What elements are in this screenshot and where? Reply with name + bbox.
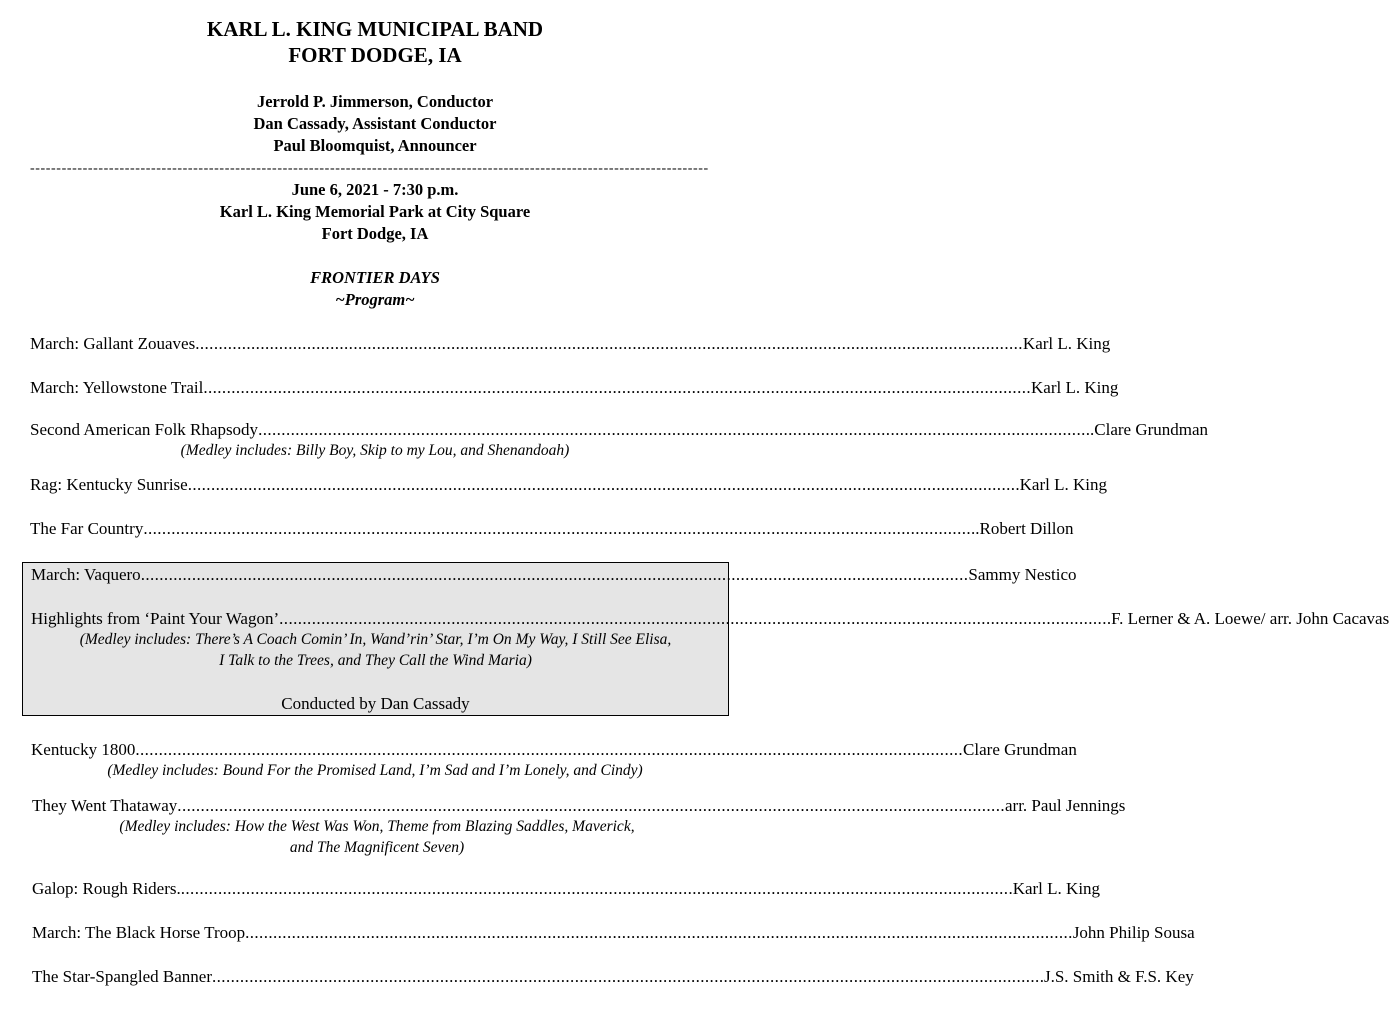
dot-leader: .................................................................................................................................................................................. [143,519,972,538]
piece-title: Rag: Kentucky Sunrise [30,475,188,494]
piece-title: The Far Country [30,519,144,538]
program-item [30,377,1119,399]
piece-composer: Clare Grundman [963,740,1077,759]
event-date: June 6, 2021 - 7:30 p.m. [291,180,459,199]
program-theme: FRONTIER DAYS [310,268,440,287]
medley-note: I Talk to the Trees, and They Call the Wind Maria) [219,652,532,669]
conductor-line: Jerrold P. Jimmerson, Conductor [256,92,494,111]
guest-conductor-credit: Conducted by Dan Cassady [281,694,470,713]
dot-leader: .................................................................................................................................................................................. [140,565,969,584]
piece-title: March: The Black Horse Troop [32,923,246,942]
piece-title: Highlights from ‘Paint Your Wagon’ [31,609,280,628]
piece-composer: .F. Lerner & A. Loewe/ arr. John Cacavas [1106,609,1389,628]
piece-composer: .J.S. Smith & F.S. Key [1039,967,1194,986]
piece-title: March: Gallant Zouaves [30,334,196,353]
piece-composer: Karl L. King [1022,334,1111,353]
piece-composer: arr. Paul Jennings [1005,796,1126,815]
event-venue: Karl L. King Memorial Park at City Square [219,202,531,221]
band-name: KARL L. KING MUNICIPAL BAND [206,17,544,41]
dot-leader: .................................................................................................................................................................................. [195,334,1023,353]
dot-leader: .................................................................................................................................................................................. [187,475,1016,494]
medley-note: and The Magnificent Seven) [289,839,465,856]
program-heading: ~Program~ [335,290,415,309]
medley-note: (Medley includes: Billy Boy, Skip to my Lou, and Shenandoah) [180,442,570,459]
medley-note: (Medley includes: How the West Was Won, Theme from Blazing Saddles, Maverick, [119,818,635,835]
program-item [32,795,1126,817]
dot-leader: .................................................................................................................................................................................. [212,967,1040,986]
program-item [30,474,1107,496]
dot-leader: .................................................................................................................................................................................. [258,420,1086,439]
piece-title: The Star-Spangled Banner [32,967,212,986]
medley-note: (Medley includes: Bound For the Promised Land, I’m Sad and I’m Lonely, and Cindy) [107,762,643,779]
dot-leader: .................................................................................................................................................................................. [203,378,1032,397]
piece-title: Galop: Rough Riders. [32,879,181,898]
piece-title: March: Vaquero [31,565,141,584]
piece-composer: .Karl L. King [1008,879,1101,898]
dot-leader: .................................................................................................................................................................................. [135,740,964,759]
piece-composer: ..Clare Grundman [1085,420,1209,439]
dot-leader: .................................................................................................................................................................................. [177,796,1005,815]
program-item [30,333,1111,355]
program-item [30,518,1074,540]
event-city: Fort Dodge, IA [321,224,429,243]
piece-title: Kentucky 1800 [31,740,136,759]
piece-composer: John Philip Sousa [1072,923,1195,942]
program-item [30,419,1209,441]
band-city: FORT DODGE, IA [288,43,462,67]
piece-composer: Sammy Nestico [968,565,1077,584]
piece-composer: ..Robert Dillon [971,519,1074,538]
piece-title: They Went Thataway [32,796,178,815]
program-item [31,608,1389,630]
program-item [32,922,1195,944]
program-item [32,966,1194,988]
piece-composer: .Karl L. King [1015,475,1107,494]
piece-title: March: Yellowstone Trail [30,378,204,397]
piece-composer: Karl L. King [1031,378,1119,397]
program-item [31,564,1077,586]
dashed-divider: --------------------------------------------------------------------------------------------------------------------------------- [30,161,709,176]
dot-leader: .................................................................................................................................................................................. [245,923,1073,942]
piece-title: Second American Folk Rhapsody [30,420,259,439]
dot-leader: .................................................................................................................................................................................. [279,609,1107,628]
program-item [32,878,1101,900]
program-item [31,739,1077,761]
medley-note: (Medley includes: There’s A Coach Comin’ In, Wand’rin’ Star, I’m On My Way, I Still See Elisa, [79,631,672,648]
dot-leader: .................................................................................................................................................................................. [180,879,1009,898]
assistant-conductor-line: Dan Cassady, Assistant Conductor [253,114,497,133]
announcer-line: Paul Bloomquist, Announcer [273,136,477,155]
